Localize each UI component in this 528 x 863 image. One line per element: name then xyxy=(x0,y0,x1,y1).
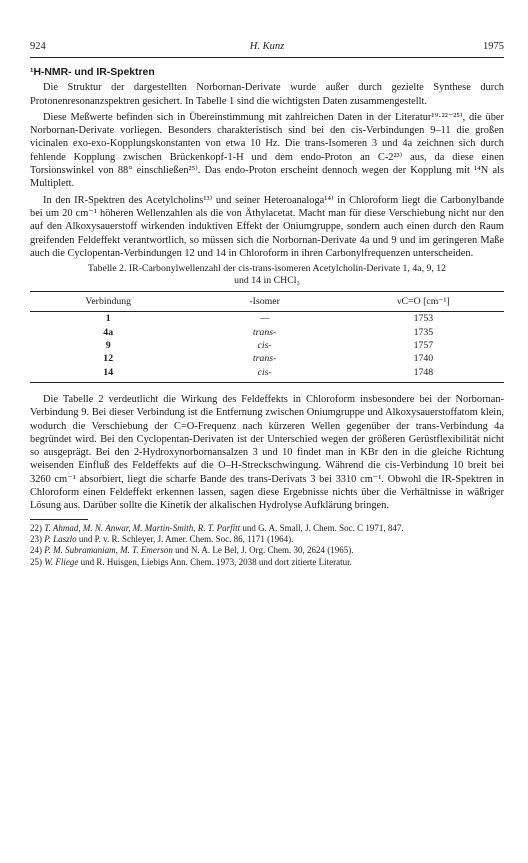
paragraph-3: In den IR-Spektren des Acetylcholins¹³⁾ und seiner Heteroanaloga¹⁴⁾ in Chloroform liegt die Carbonylbande bei um 20 cm⁻¹ höheren Wellenzahlen als die von Äthylacetat. Macht man für diese Verschiebung nicht nur den auf den Alkoxysauerstoff wirkenden induktiven Effekt der Oniumgruppe, sondern auch einen durch den Raum greifenden Feldeffekt verantwortlich, so müssen sich die Norbornan-Derivate 4a und 9 und im geringeren Maße auch die Cyclopentan-Verbindungen 12 und 14 in Chloroform in ihren Carbonylfrequenzen unterscheiden. xyxy=(30,194,504,259)
ir-carbonyl-table xyxy=(30,291,504,383)
footnote-number: 25) xyxy=(30,556,42,567)
page-number: 924 xyxy=(30,41,46,52)
footnote-24 xyxy=(30,545,504,556)
cell-wavenumber: 1753 xyxy=(413,313,434,325)
footnote-authors: T. Ahmad, M. N. Anwar, M. Martin-Smith, R. T. Parfitt xyxy=(44,522,241,533)
footnote-text: und P. v. R. Schleyer, J. Amer. Chem. Soc. 86, 1171 (1964). xyxy=(76,533,294,544)
cell-wavenumber: 1740 xyxy=(413,353,434,365)
footnote-23 xyxy=(30,534,504,545)
cell-compound: 4a xyxy=(103,326,114,338)
table-row xyxy=(30,352,504,365)
section-heading: ¹H-NMR- und IR-Spektren xyxy=(30,67,155,78)
footnote-text: und R. Huisgen, Liebigs Ann. Chem. 1973, 2038 und dort zitierte Literatur. xyxy=(78,556,352,567)
cell-isomer: cis- xyxy=(186,366,342,383)
footnote-text: und N. A. Le Bel, J. Org. Chem. 30, 2624 (1965). xyxy=(172,545,354,556)
column-header-wavenumber: νC=O [cm⁻¹] xyxy=(343,292,504,312)
table-row xyxy=(30,312,504,326)
header-rule xyxy=(30,57,504,58)
cell-isomer: cis- xyxy=(257,340,272,352)
cell-compound: 1 xyxy=(105,313,111,325)
table-caption-line-1: Tabelle 2. IR-Carbonylwellenzahl der cis-trans-isomeren Acetylcholin-Derivate 1, 4a, 9, 12 xyxy=(87,263,447,275)
footnote-22 xyxy=(30,523,504,534)
article-body xyxy=(30,66,504,568)
running-header xyxy=(30,41,504,57)
cell-isomer: trans- xyxy=(252,326,277,338)
footnote-authors: P. M. Subramaniam, M. T. Emerson xyxy=(44,545,173,556)
cell-compound: 9 xyxy=(105,340,111,352)
table-header-row xyxy=(30,292,504,312)
cell-wavenumber: 1748 xyxy=(343,366,504,383)
footnote-25 xyxy=(30,557,504,568)
cell-compound: 12 xyxy=(103,353,114,365)
paragraph-4: Die Tabelle 2 verdeutlicht die Wirkung des Feldeffekts in Chloroform insbesondere bei der Norbornan-Verbindung 9. Bei dieser Verbindung ist die Entfernung zwischen Oniumgruppe und Alkoxysauerstoffatom klein, wodurch die Verschiebung der C=O-Frequenz nach kürzeren Wellen gegenüber der trans-Verbindung 4a begründet wird. Bei den Cyclopentan-Derivaten ist der Unterschied wegen der größeren Gerüstflexibilität nicht so ausgeprägt. Bei den 2-Hydroxynorbornansalzen 3 und 10 findet man in KBr den in die gleiche Richtung weisenden Einfluß des Feldeffekts auf die O–H-Streckschwingung. Während die cis-Verbindung 10 breit bei 3260 cm⁻¹ absorbiert, liegt die scharfe Bande des trans-Derivats 3 bei 3310 cm⁻¹. Obwohl die IR-Spektren in Chloroform einen Feldeffekt erkennen lassen, sagen diese Ergebnisse nichts über die Verhältnisse in wäßriger Lösung aus. Darüber sollte die Kinetik der alkalischen Hydrolyse Aufklärung bringen. xyxy=(30,393,504,512)
paragraph-2: Diese Meßwerte befinden sich in Übereinstimmung mit zahlreichen Daten in der Literatur¹⁹·²²⁻²⁵⁾, die über Norbornan-Derivate vorliegen. Besonders charakteristisch sind bei den cis-Verbindungen 9–11 die großen vicinalen exo-exo-Kopplungskonstanten von etwa 10 Hz. Die trans-Isomeren 3 und 4a zeichnen sich durch fehlende Kopplung zwischen Brückenkopf-1-H und dem endo-Proton an C-2²³⁾ aus, da diese einen Torsionswinkel von 88° einschließen²⁵⁾. Das endo-Proton erscheint dennoch wegen der Kopplung mit ¹⁴N als Multiplett. xyxy=(30,111,504,190)
cell-compound: 14 xyxy=(30,366,186,383)
cell-isomer: — xyxy=(259,313,270,325)
footnote-number: 22) xyxy=(30,522,42,533)
running-author: H. Kunz xyxy=(249,41,285,52)
footnotes xyxy=(30,523,504,568)
column-header-isomer: -Isomer xyxy=(186,292,342,312)
footnote-number: 24) xyxy=(30,545,42,556)
cell-wavenumber: 1735 xyxy=(413,326,434,338)
column-header-verbindung: Verbindung xyxy=(30,292,186,312)
footnote-authors: P. Laszlo xyxy=(44,533,77,544)
cell-wavenumber: 1757 xyxy=(413,340,434,352)
footnote-text: und G. A. Small, J. Chem. Soc. C 1971, 847. xyxy=(240,522,404,533)
table-caption xyxy=(30,263,504,287)
cell-isomer: trans- xyxy=(252,353,277,365)
table-row xyxy=(30,339,504,352)
table-row xyxy=(30,366,504,383)
table-caption-line-2: und 14 in CHCl₃ xyxy=(234,275,300,287)
footnote-authors: W. Fliege xyxy=(44,556,79,567)
footnote-rule xyxy=(30,519,88,520)
paragraph-1: Die Struktur der dargestellten Norbornan-Derivate wurde außer durch gezielte Synthese durch Protonenresonanzspektren gesichert. In Tabelle 1 sind die wichtigsten Daten zusammengestellt. xyxy=(30,82,504,107)
running-year: 1975 xyxy=(483,41,504,52)
table-row xyxy=(30,326,504,339)
footnote-number: 23) xyxy=(30,533,42,544)
